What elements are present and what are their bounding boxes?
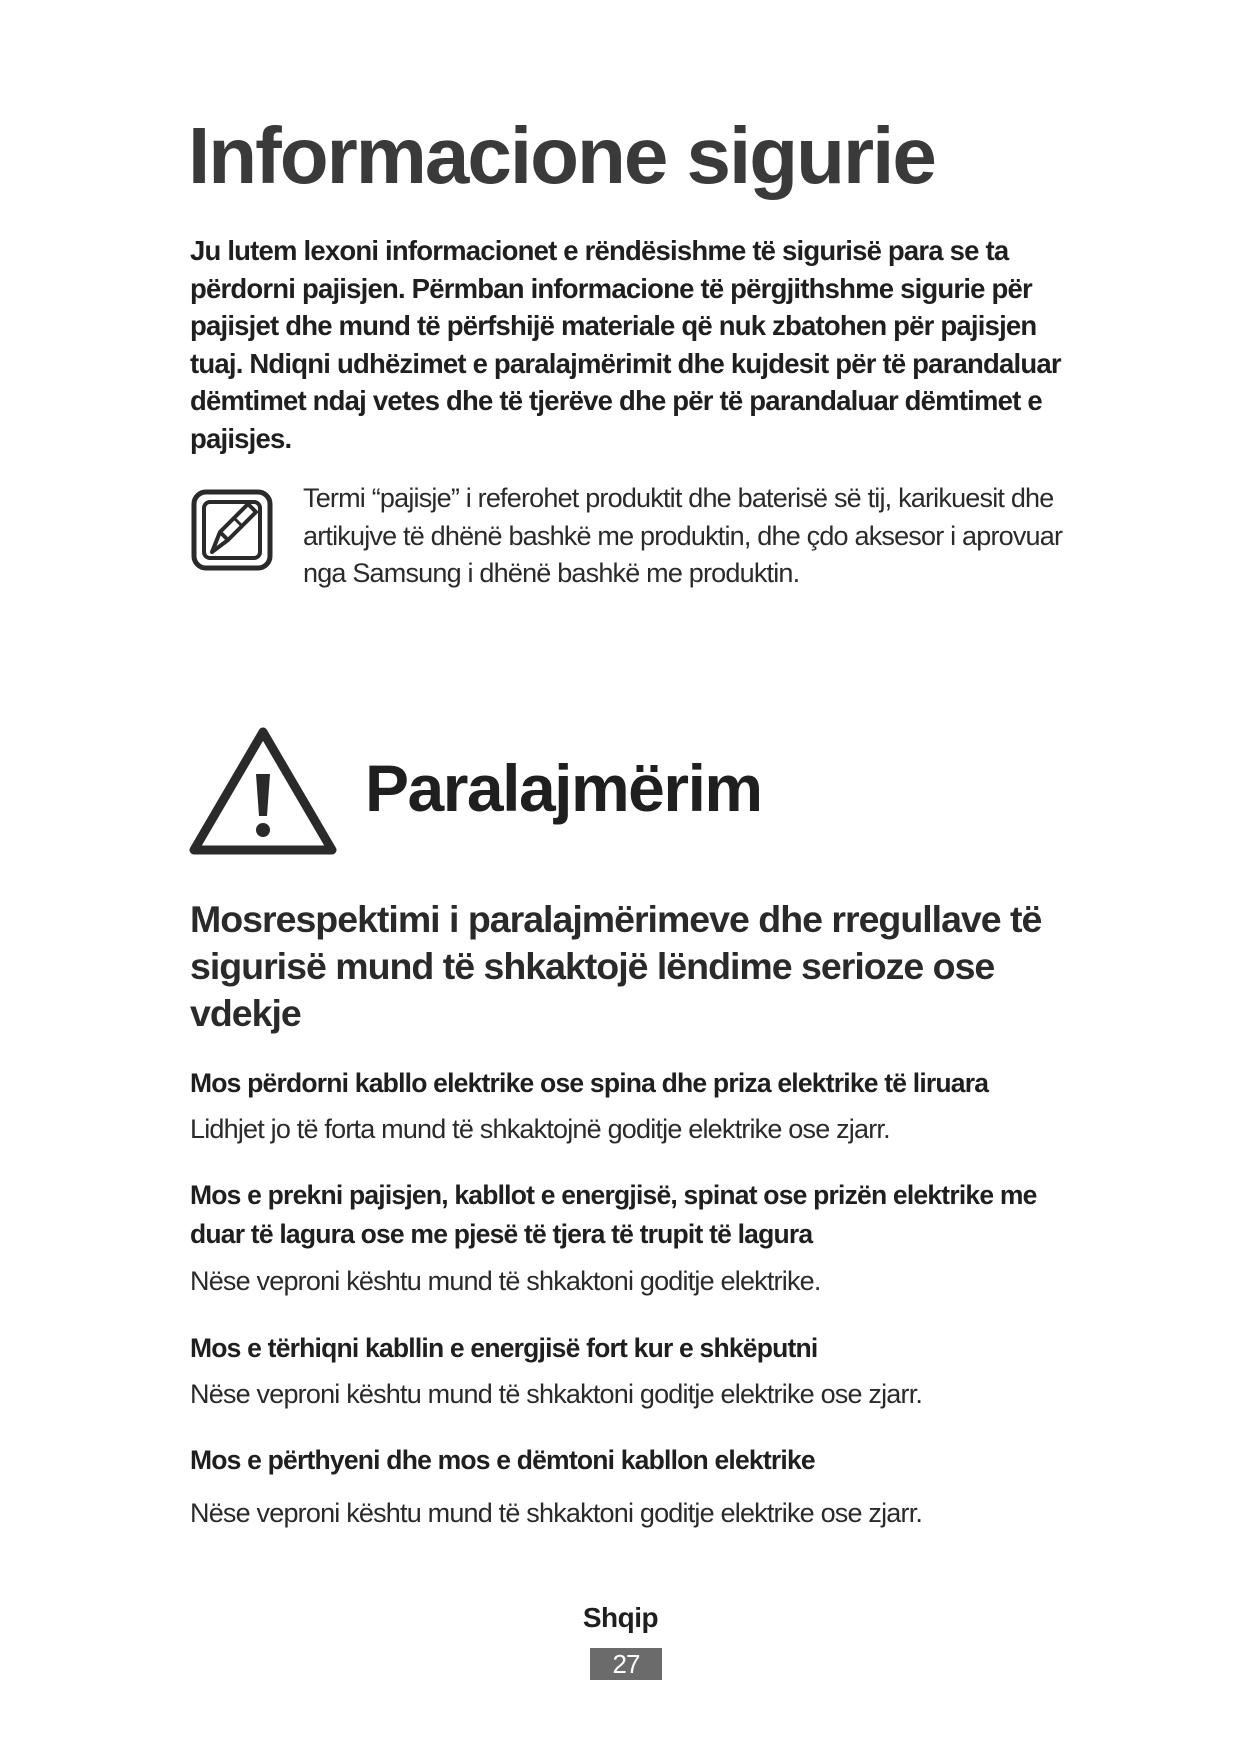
- rule-desc-3: Nëse veproni kështu mund të shkaktoni goditje elektrike ose zjarr.: [190, 1379, 923, 1409]
- rule-title-1: Mos përdorni kabllo elektrike ose spina dhe priza elektrike të liruara: [190, 1068, 989, 1098]
- page-title: Informacione sigurie: [188, 111, 935, 200]
- rule-title-3: Mos e tërhiqni kabllin e energjisë fort kur e shkëputni: [190, 1333, 818, 1363]
- warning-title: Paralajmërim: [365, 751, 762, 825]
- note-text: Termi “pajisje” i referohet produktit dhe baterisë së tij, karikuesit dhe artikujve të dhënë bashkë me produktin, dhe çdo aksesor i aprovuar nga Samsung i dhënë bashkë me produktin.: [303, 483, 1063, 588]
- rule-title-2: Mos e prekni pajisjen, kabllot e energjisë, spinat ose prizën elektrike me duar të lagura ose me pjesë të tjera të trupit të lagura: [190, 1180, 1037, 1249]
- rule-desc-1: Lidhjet jo të forta mund të shkaktojnë goditje elektrike ose zjarr.: [190, 1114, 890, 1144]
- intro-paragraph: Ju lutem lexoni informacionet e rëndësishme të sigurisë para se ta përdorni pajisjen. Përmban informacione të përgjithshme sigurie për pajisjet dhe mund të përfshijë materiale që nuk zbatohen për pajisjen tuaj. Ndiqni udhëzimet e paralajmërimit dhe kujdesit për të parandaluar dëmtimet ndaj vetes dhe të tjerëve dhe për të parandaluar dëmtimet e pajisjes.: [190, 235, 1061, 454]
- page-number: 27: [590, 1648, 662, 1680]
- rule-desc-2: Nëse veproni kështu mund të shkaktoni goditje elektrike.: [190, 1266, 821, 1296]
- warning-triangle-icon: [188, 724, 338, 858]
- note-pencil-icon: [190, 488, 274, 572]
- rule-desc-4: Nëse veproni kështu mund të shkaktoni goditje elektrike ose zjarr.: [190, 1498, 923, 1528]
- footer-language: Shqip: [582, 1602, 659, 1633]
- warning-subheading: Mosrespektimi i paralajmërimeve dhe rregullave të sigurisë mund të shkaktojë lëndime serioze ose vdekje: [190, 898, 1042, 1034]
- rule-title-4: Mos e përthyeni dhe mos e dëmtoni kabllon elektrike: [190, 1445, 815, 1475]
